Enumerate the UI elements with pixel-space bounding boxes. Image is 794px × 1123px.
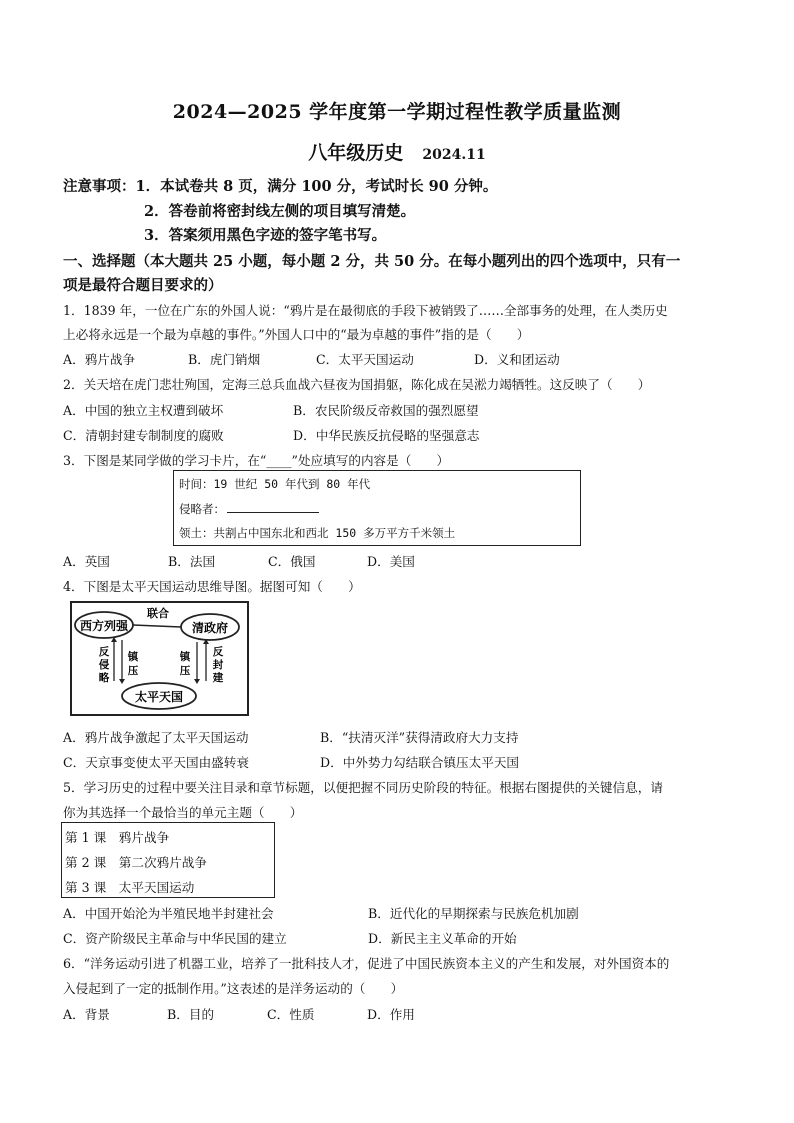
- notes-line-2: 2．答卷前将密封线左侧的项目填写清楚。: [144, 203, 416, 220]
- q6-option-c: C．性质: [267, 1007, 315, 1022]
- section-heading-line-1: 一、选择题（本大题共 25 小题，每小题 2 分，共 50 分。在每小题列出的四个选项中，只有一: [63, 253, 681, 270]
- q5-stem-line-1: 5．学习历史的过程中要关注目录和章节标题，以便把握不同历史阶段的特征。根据右图提供的关键信息，请: [63, 780, 663, 795]
- q3-option-c: C．俄国: [268, 554, 316, 569]
- label-suppress-right-1: 镇: [179, 651, 191, 663]
- label-anti-feudal-3: 建: [212, 672, 224, 684]
- card-territory: 领土：共割占中国东北和西北 150 多万平方千米领土: [179, 526, 456, 540]
- q4-option-a: A．鸦片战争激起了太平天国运动: [63, 730, 249, 745]
- node-western-powers: 西方列强: [79, 619, 129, 633]
- q6-option-d: D．作用: [367, 1007, 415, 1022]
- q3-option-d: D．美国: [367, 554, 415, 569]
- q4-mind-map: [70, 601, 250, 717]
- q4-stem: 4．下图是太平天国运动思维导图。据图可知（ ）: [63, 579, 361, 594]
- notes-line-3: 3．答案须用黑色字迹的签字笔书写。: [144, 227, 387, 244]
- q2-stem: 2．关天培在虎门悲壮殉国，定海三总兵血战六昼夜为国捐躯，陈化成在吴淞力竭牺牲。这反映了（ ）: [63, 377, 651, 392]
- q6-option-b: B．目的: [167, 1007, 215, 1022]
- q2-option-c: C．清朝封建专制制度的腐败: [63, 428, 224, 443]
- q1-option-a: A．鸦片战争: [63, 352, 136, 367]
- q2-option-a: A．中国的独立主权遭到破坏: [63, 403, 224, 418]
- q6-stem-line-1: 6．“洋务运动引进了机器工业，培养了一批科技人才，促进了中国民族资本主义的产生和发展，对外国资本的: [63, 956, 670, 971]
- label-anti-invasion-3: 略: [98, 672, 110, 684]
- card-invader-label: 侵略者：: [179, 502, 225, 516]
- label-suppress-left-1: 镇: [127, 651, 139, 663]
- toc-item: 第 3 课 太平天国运动: [65, 880, 195, 895]
- subject-grade: 八年级历史: [308, 142, 404, 164]
- q1-option-d: D．义和团运动: [474, 352, 560, 367]
- label-suppress-left-2: 压: [127, 665, 139, 677]
- q5-option-d: D．新民主主义革命的开始: [368, 931, 517, 946]
- exam-subtitle: [0, 138, 794, 165]
- q5-option-b: B．近代化的早期探索与民族危机加剧: [368, 906, 579, 921]
- toc-item: 第 1 课 鸦片战争: [65, 830, 170, 845]
- q2-option-d: D．中华民族反抗侵略的坚强意志: [293, 428, 480, 443]
- q4-option-d: D．中外势力勾结联合镇压太平天国: [320, 755, 520, 770]
- q5-table-of-contents: [61, 822, 275, 898]
- q3-option-a: A．英国: [63, 554, 110, 569]
- toc-item: 第 2 课 第二次鸦片战争: [65, 855, 207, 870]
- card-time: 时间：19 世纪 50 年代到 80 年代: [179, 477, 371, 491]
- q6-option-a: A．背景: [63, 1007, 110, 1022]
- q5-option-a: A．中国开始沦为半殖民地半封建社会: [63, 906, 274, 921]
- section-heading-line-2: 项是最符合题目要求的）: [63, 277, 223, 294]
- q5-option-c: C．资产阶级民主革命与中华民国的建立: [63, 931, 287, 946]
- q1-option-b: B．虎门销烟: [188, 352, 261, 367]
- card-invader: [179, 501, 319, 517]
- node-taiping: 太平天国: [134, 690, 184, 704]
- label-anti-feudal-1: 反: [212, 646, 224, 658]
- card-invader-blank: [227, 502, 319, 513]
- q4-option-c: C．天京事变使太平天国由盛转衰: [63, 755, 249, 770]
- exam-title: 2024—2025 学年度第一学期过程性教学质量监测: [172, 101, 622, 123]
- q3-study-card: [173, 470, 581, 546]
- label-suppress-right-2: 压: [179, 665, 191, 677]
- q1-stem-line-2: 上必将永远是一个最为卓越的事件。”外国人口中的“最为卓越的事件”指的是（ ）: [63, 327, 530, 342]
- q3-option-b: B．法国: [168, 554, 216, 569]
- mind-map-diagram: [70, 601, 250, 717]
- label-anti-invasion-2: 侵: [98, 659, 110, 671]
- q5-stem-line-2: 你为其选择一个最恰当的单元主题（ ）: [63, 805, 303, 820]
- q4-option-b: B．“扶清灭洋”获得清政府大力支持: [320, 730, 519, 745]
- q1-option-c: C．太平天国运动: [316, 352, 414, 367]
- q1-stem-line-1: 1．1839 年，一位在广东的外国人说：“鸦片是在最彻底的手段下被销毁了……全部事务的处理，在人类历史: [63, 303, 668, 318]
- q2-option-b: B．农民阶级反帝救国的强烈愿望: [293, 403, 479, 418]
- label-union: 联合: [147, 607, 169, 620]
- label-anti-invasion-1: 反: [98, 646, 110, 658]
- label-anti-feudal-2: 封: [212, 659, 224, 671]
- notes-line-1: 注意事项：1．本试卷共 8 页，满分 100 分，考试时长 90 分钟。: [63, 178, 498, 195]
- q3-stem: 3．下图是某同学做的学习卡片，在“____”处应填写的内容是（ ）: [63, 453, 450, 468]
- node-qing-government: 清政府: [191, 621, 229, 635]
- exam-date: 2024.11: [422, 147, 486, 163]
- q6-stem-line-2: 入侵起到了一定的抵制作用。”这表述的是洋务运动的（ ）: [63, 981, 404, 996]
